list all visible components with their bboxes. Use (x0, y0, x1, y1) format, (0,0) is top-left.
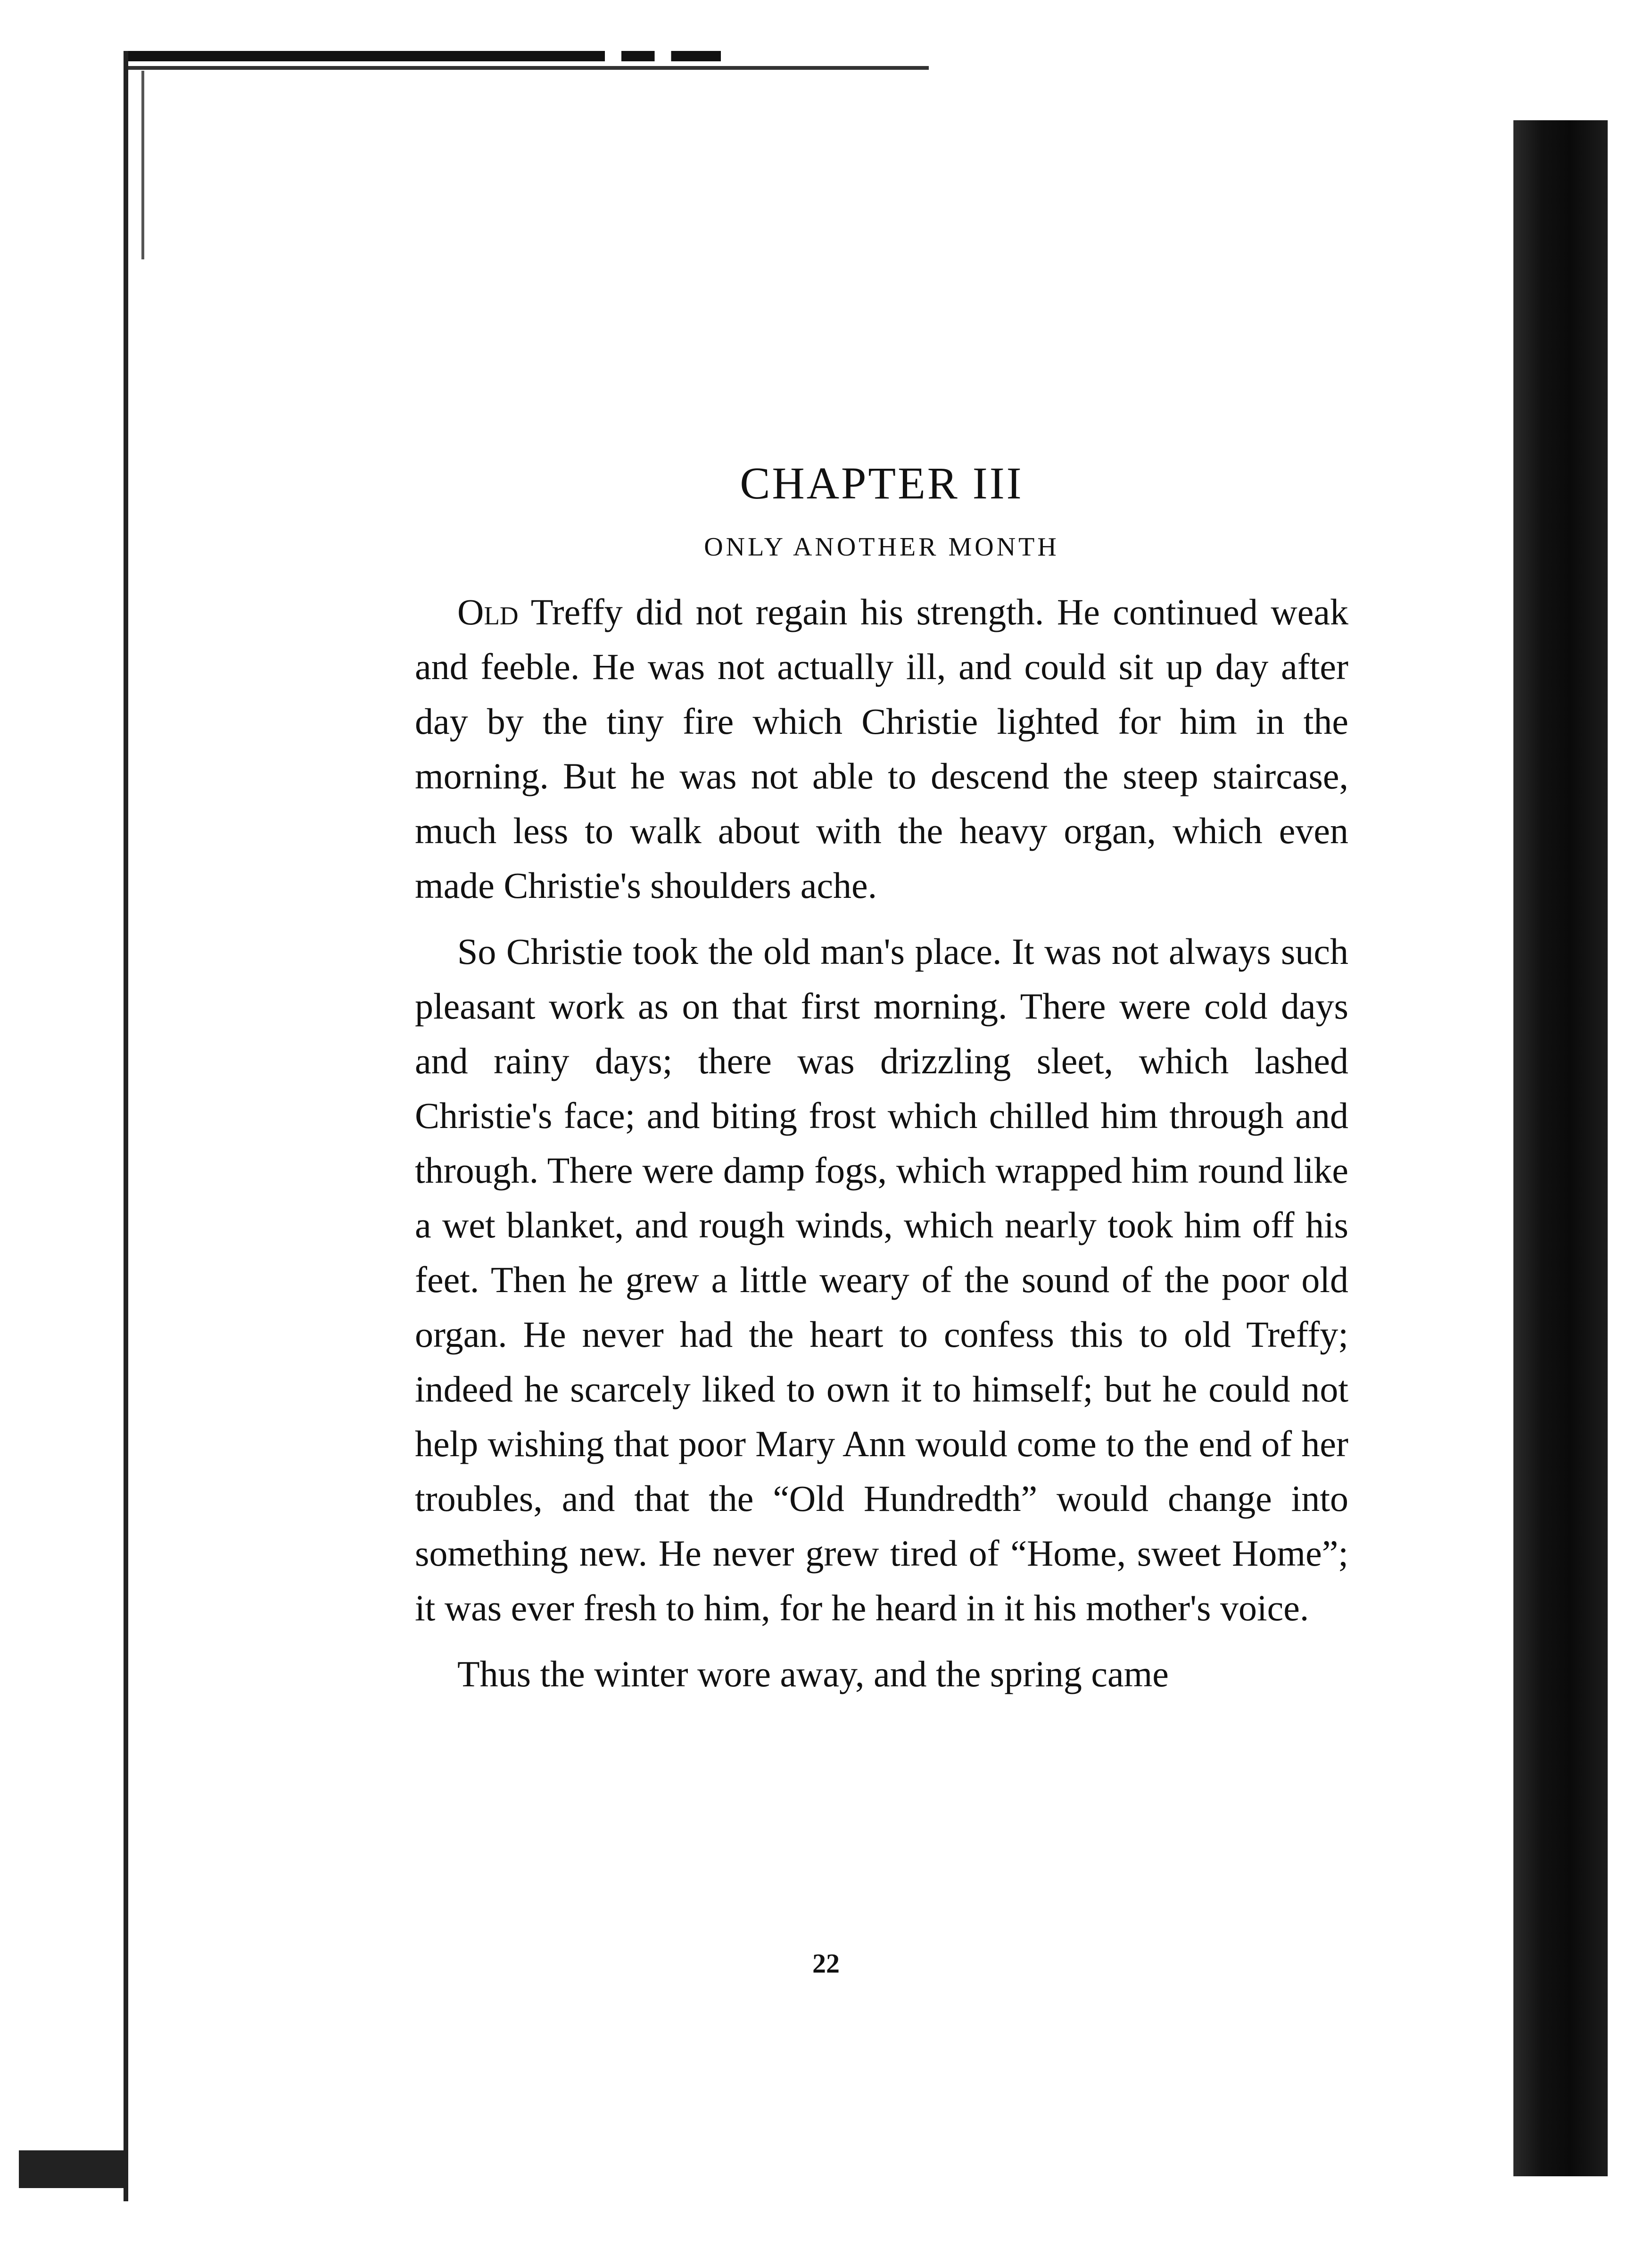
paragraph-text: Thus the winter wore away, and the spring came (457, 1653, 1169, 1694)
paragraph-3 (415, 1647, 1348, 1701)
scan-blot-bottom (19, 2150, 127, 2188)
paragraph-text: Treffy did not regain his strength. He continued weak and feeble. He was not actually ill, and could sit up day after day by the tiny fire which Christie lighted for him in the morning. But he was not able to descend the steep staircase, much less to walk about with the heavy organ, which even made Christie's shoulders ache. (415, 591, 1348, 906)
text-block (415, 453, 1348, 1701)
chapter-subtitle: ONLY ANOTHER MONTH (704, 532, 1059, 562)
paragraph-2 (415, 924, 1348, 1635)
scan-edge-left-inner (141, 71, 144, 259)
scan-edge-right (1513, 120, 1608, 2176)
scan-edge-top (124, 51, 953, 61)
chapter-title: CHAPTER III (740, 458, 1024, 508)
page-number: 22 (812, 1948, 840, 1979)
scan-edge-top-inner (127, 66, 929, 70)
paragraph-lead: Old (457, 591, 519, 632)
paragraph-1 (415, 585, 1348, 913)
scan-edge-left (124, 51, 128, 2201)
paragraph-text: So Christie took the old man's place. It was not always such pleasant work as on that first morning. There were cold days and rainy days; there was drizzling sleet, which lashed Christie's face; and biting frost which chilled him through and through. There were damp fogs, which wrapped him round like a wet blanket, and rough winds, which nearly took him off his feet. Then he grew a little weary of the sound of the poor old organ. He never had the heart to confess this to old Treffy; indeed he scarcely liked to own it to himself; but he could not help wishing that poor Mary Ann would come to the end of her troubles, and that the “Old Hundredth” would change into something new. He never grew tired of “Home, sweet Home”; it was ever fresh to him, for he heard in it his mother's voice. (415, 931, 1348, 1628)
